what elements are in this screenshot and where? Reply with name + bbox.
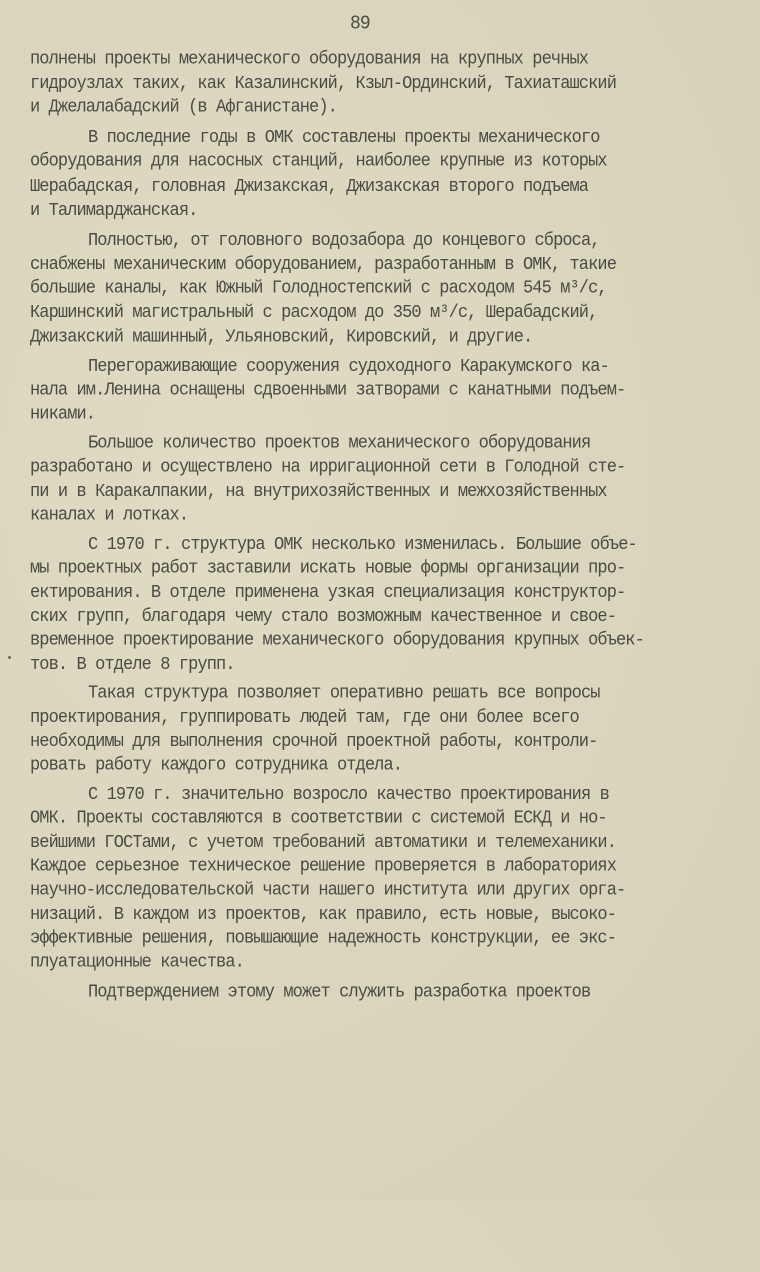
text-line: В последние годы в ОМК составлены проекты механического xyxy=(88,127,600,149)
text-line: каналах и лотках. xyxy=(30,505,189,527)
text-line: Полностью, от головного водозабора до концевого сброса, xyxy=(88,230,600,252)
margin-speck xyxy=(8,656,11,659)
text-line: большие каналы, как Южный Голодностепский с расходом 545 м³/с, xyxy=(30,278,607,300)
text-line: полнены проекты механического оборудования на крупных речных xyxy=(30,49,589,71)
text-line: нала им.Ленина оснащены сдвоенными затворами с канатными подъем- xyxy=(30,380,626,402)
text-line: плуатационные качества. xyxy=(30,952,244,974)
text-line: и Талимарджанская. xyxy=(30,200,198,222)
text-line: и Джелалабадский (в Афганистане). xyxy=(30,97,337,119)
text-line: пи и в Каракалпакии, на внутрихозяйственных и межхозяйственных xyxy=(30,481,607,503)
page-number: 89 xyxy=(350,13,370,35)
text-line: С 1970 г. значительно возросло качество проектирования в xyxy=(88,784,609,806)
text-line: оборудования для насосных станций, наиболее крупные из которых xyxy=(30,151,607,173)
text-line: Джизакский машинный, Ульяновский, Кировский, и другие. xyxy=(30,327,533,349)
text-line: гидроузлах таких, как Казалинский, Кзыл-Ординский, Тахиаташский xyxy=(30,73,617,95)
text-line: Подтверждением этому может служить разработка проектов xyxy=(88,982,591,1004)
text-line: проектирования, группировать людей там, где они более всего xyxy=(30,707,579,729)
text-line: Перегораживающие сооружения судоходного Каракумского ка- xyxy=(88,356,609,378)
text-line: Шерабадская, головная Джизакская, Джизакская второго подъема xyxy=(30,176,589,198)
text-line: тов. В отделе 8 групп. xyxy=(30,654,235,676)
text-line: С 1970 г. структура ОМК несколько изменилась. Большие объе- xyxy=(88,534,637,556)
text-line: Такая структура позволяет оперативно решать все вопросы xyxy=(88,683,600,705)
text-line: Большое количество проектов механического оборудования xyxy=(88,433,591,455)
text-line: разработано и осуществлено на ирригационной сети в Голодной сте- xyxy=(30,457,626,479)
text-line: Каждое серьезное техническое решение проверяется в лабораториях xyxy=(30,856,617,878)
text-line: необходимы для выполнения срочной проектной работы, контроли- xyxy=(30,731,598,753)
text-line: мы проектных работ заставили искать новые формы организации про- xyxy=(30,558,626,580)
text-line: низаций. В каждом из проектов, как правило, есть новые, высоко- xyxy=(30,904,617,926)
text-line: временное проектирование механического оборудования крупных объек- xyxy=(30,630,644,652)
text-line: ектирования. В отделе применена узкая специализация конструктор- xyxy=(30,582,626,604)
text-line: ОМК. Проекты составляются в соответствии с системой ЕСКД и но- xyxy=(30,808,607,830)
text-line: ских групп, благодаря чему стало возможным качественное и свое- xyxy=(30,606,617,628)
text-line: ровать работу каждого сотрудника отдела. xyxy=(30,755,403,777)
text-line: никами. xyxy=(30,404,96,426)
text-line: научно-исследовательской части нашего института или других орга- xyxy=(30,880,626,902)
text-line: Каршинский магистральный с расходом до 350 м³/с, Шерабадский, xyxy=(30,302,598,324)
text-line: эффективные решения, повышающие надежность конструкции, ее экс- xyxy=(30,928,617,950)
text-line: снабжены механическим оборудованием, разработанным в ОМК, такие xyxy=(30,254,617,276)
text-line: вейшими ГОСТами, с учетом требований автоматики и телемеханики. xyxy=(30,832,617,854)
